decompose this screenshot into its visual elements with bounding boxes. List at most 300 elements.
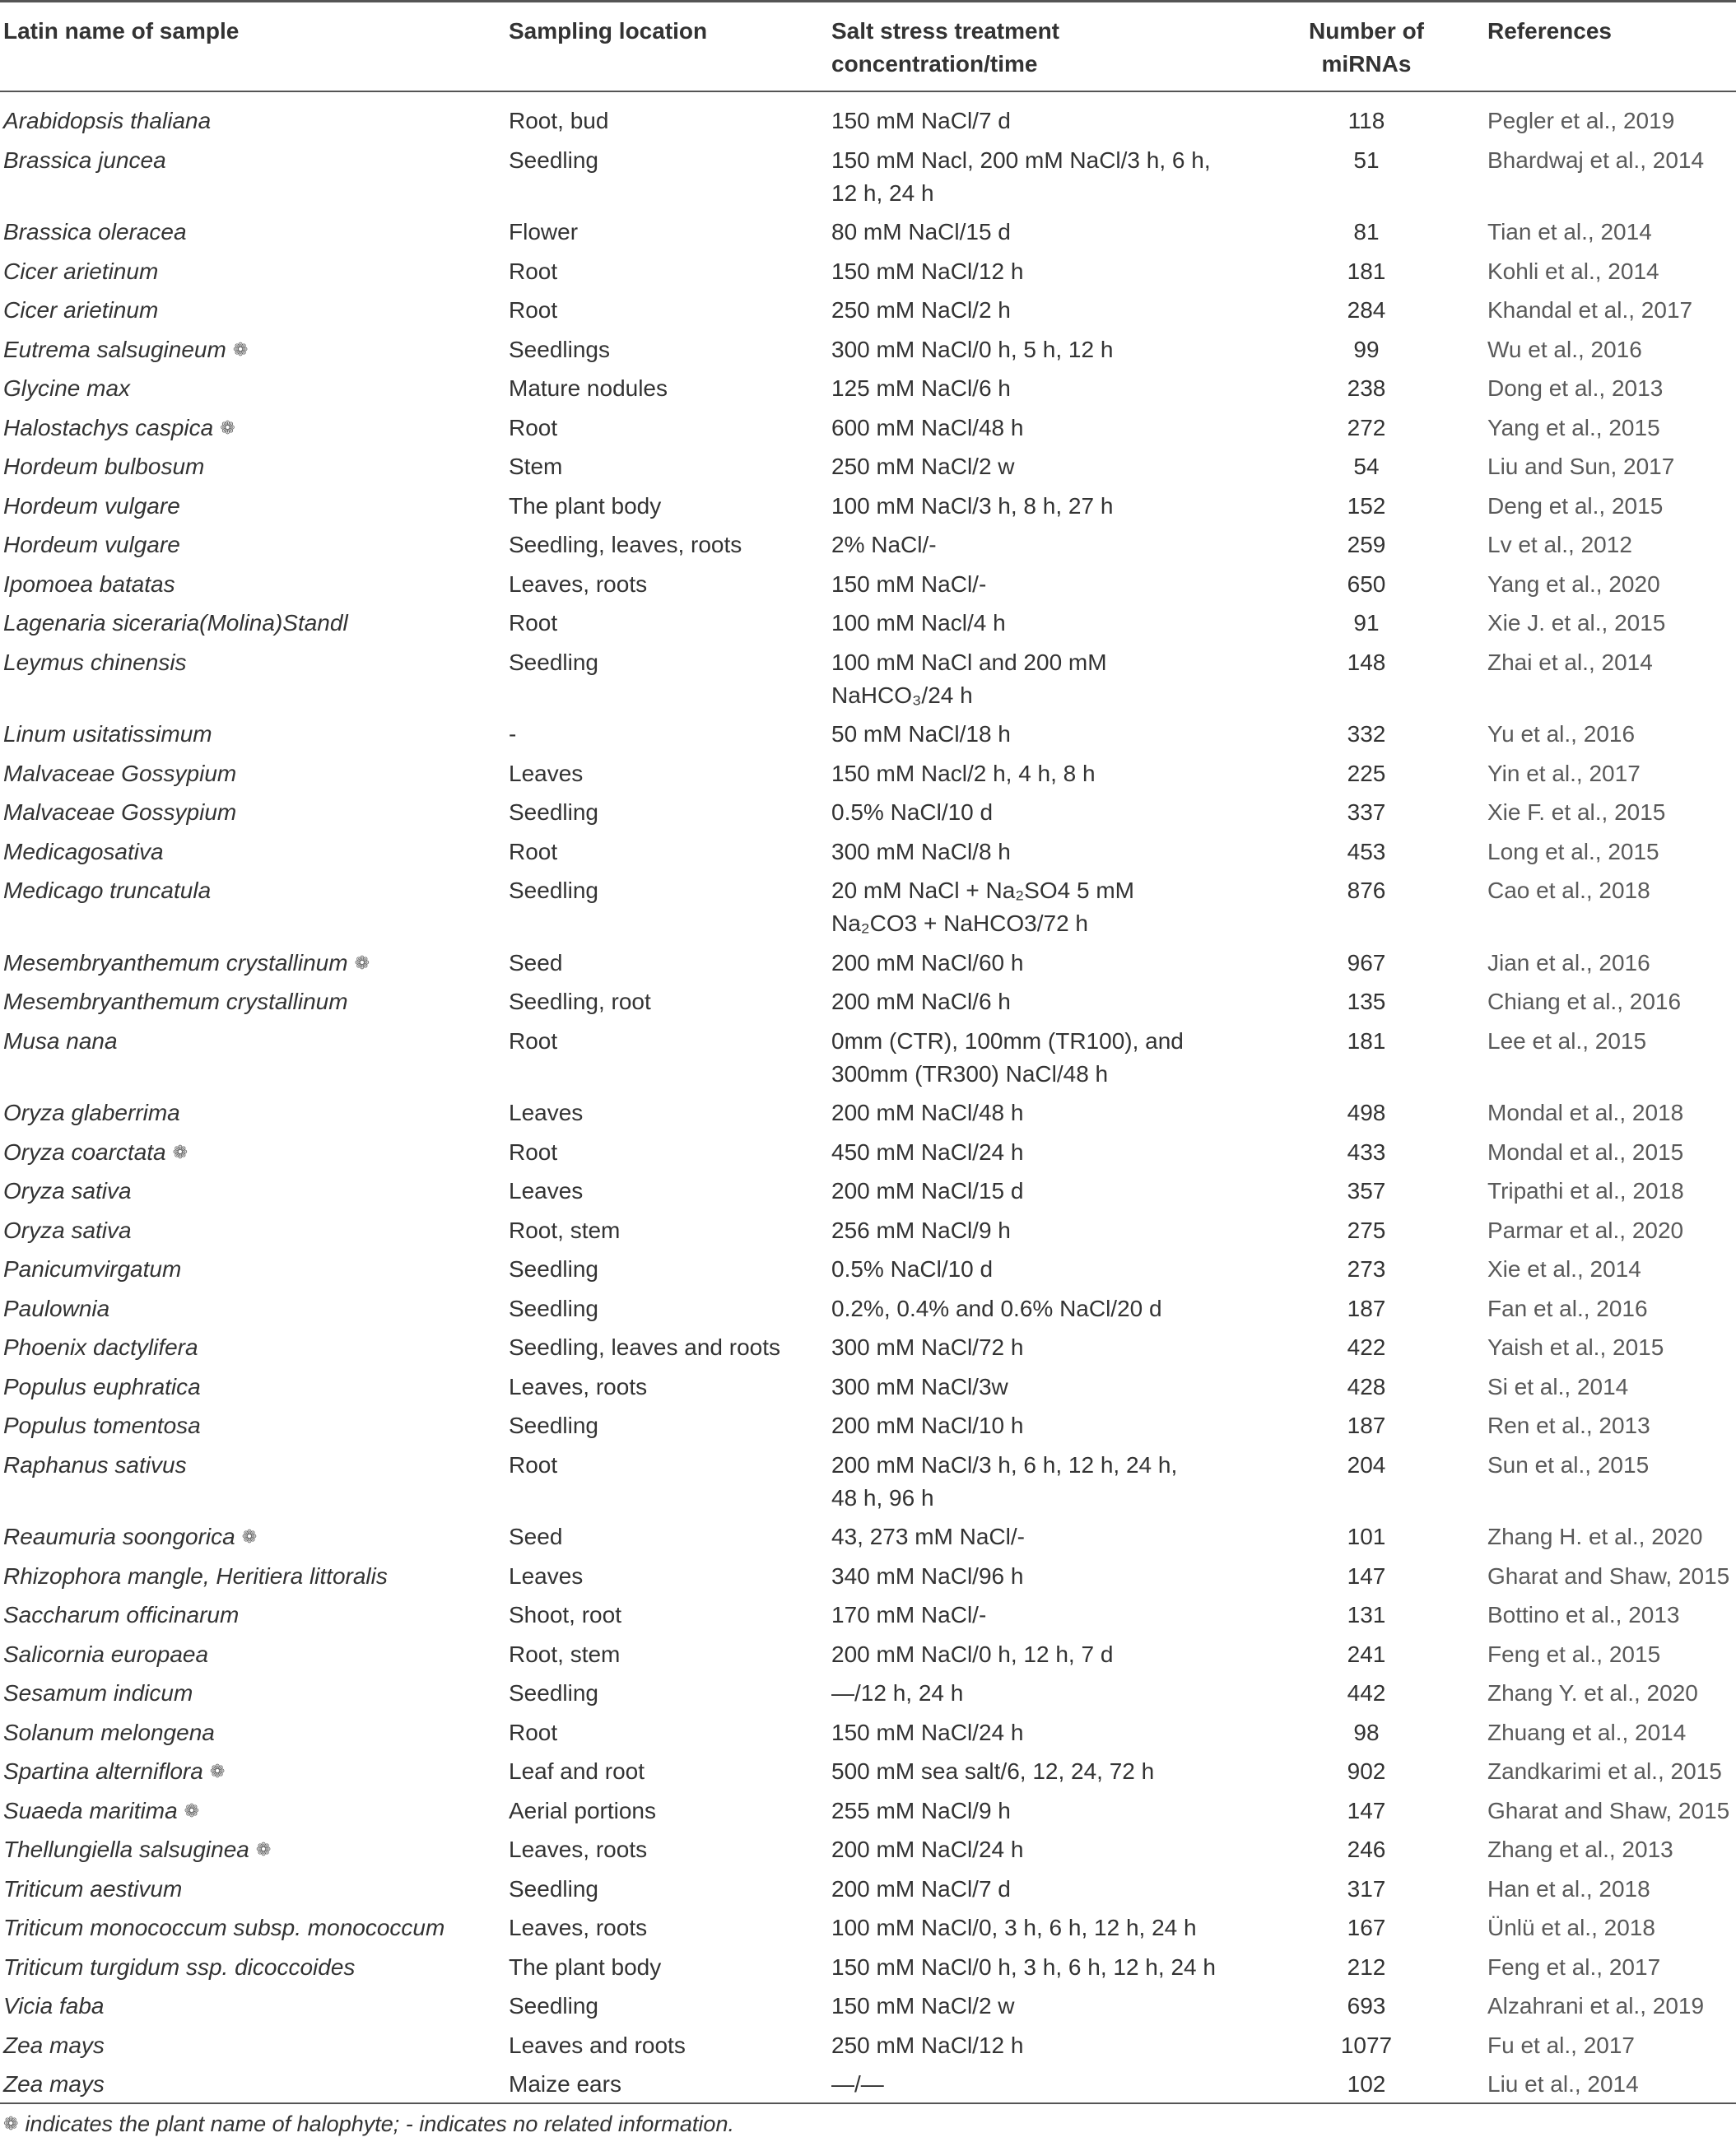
latin-name-text: Oryza coarctata: [3, 1139, 166, 1165]
latin-name-text: Medicagosativa: [3, 838, 164, 864]
cell-sampling-location: Root, stem: [509, 1217, 621, 1243]
cell-mirna-count: 442: [1347, 1680, 1386, 1706]
latin-name-text: Zea mays: [3, 2071, 105, 2097]
cell-reference: Tian et al., 2014: [1487, 219, 1652, 244]
latin-name-text: Halostachys caspica: [3, 414, 214, 440]
cell-reference: Lee et al., 2015: [1487, 1027, 1647, 1054]
cell-reference: Bottino et al., 2013: [1487, 1602, 1680, 1627]
table-row: [0, 1755, 1736, 1788]
cell-latin-name: [3, 1638, 208, 1671]
latin-name-text: Oryza sativa: [3, 1217, 132, 1243]
table-row: [0, 1873, 1736, 1906]
latin-name-text: Triticum turgidum ssp. dicoccoides: [3, 1953, 356, 1980]
table-row: [0, 2029, 1736, 2062]
table-row: [0, 1214, 1736, 1247]
halophyte-icon: ❁: [172, 1141, 188, 1162]
cell-treatment: 0.2%, 0.4% and 0.6% NaCl/20 d: [831, 1295, 1162, 1321]
cell-reference: Yang et al., 2015: [1487, 414, 1660, 440]
cell-sampling-location: Root: [509, 1719, 558, 1745]
cell-mirna-count: 272: [1347, 414, 1386, 440]
cell-sampling-location: Seedling: [509, 878, 598, 903]
cell-treatment: 200 mM NaCl/0 h, 12 h, 7 d: [831, 1641, 1114, 1667]
cell-mirna-count: 181: [1347, 1027, 1386, 1054]
cell-reference: Mondal et al., 2018: [1487, 1100, 1684, 1125]
cell-mirna-count: 99: [1353, 336, 1380, 362]
latin-name-text: Raphanus sativus: [3, 1451, 187, 1478]
cell-treatment: 200 mM NaCl/15 d: [831, 1178, 1024, 1204]
table-row: [0, 757, 1736, 790]
cell-treatment: 250 mM NaCl/2 h: [831, 297, 1011, 323]
cell-latin-name: [3, 1214, 132, 1247]
cell-sampling-location: Seedling: [509, 1413, 598, 1438]
cell-treatment: 300 mM NaCl/3w: [831, 1373, 1008, 1399]
latin-name-text: Thellungiella salsuginea: [3, 1837, 249, 1862]
cell-mirna-count: 147: [1347, 1562, 1386, 1589]
cell-latin-name: [3, 757, 236, 790]
cell-mirna-count: 98: [1353, 1719, 1380, 1745]
header-rule: [0, 91, 1736, 92]
latin-name-text: Oryza sativa: [3, 1178, 132, 1204]
table-row: [0, 1025, 1736, 1091]
cell-reference: Zhuang et al., 2014: [1487, 1719, 1687, 1745]
latin-name-text: Zea mays: [3, 2032, 105, 2058]
cell-treatment: 200 mM NaCl/48 h: [831, 1100, 1024, 1125]
cell-latin-name: [3, 1025, 118, 1058]
cell-mirna-count: 876: [1347, 878, 1386, 903]
cell-treatment: 200 mM NaCl/7 d: [831, 1875, 1011, 1902]
cell-sampling-location: Leaves, roots: [509, 1837, 648, 1862]
cell-treatment: 100 mM Nacl/4 h: [831, 610, 1006, 636]
latin-name-text: Eutrema salsugineum: [3, 336, 226, 362]
header-references: References: [1487, 18, 1612, 44]
cell-reference: Pegler et al., 2019: [1487, 108, 1675, 133]
cell-sampling-location: Seedling: [509, 1993, 598, 2019]
latin-name-text: Oryza glaberrima: [3, 1100, 180, 1125]
cell-treatment: 200 mM NaCl/10 h: [831, 1413, 1024, 1438]
cell-latin-name: [3, 2068, 105, 2101]
cell-treatment: 125 mM NaCl/6 h: [831, 375, 1011, 401]
cell-reference: Zandkarimi et al., 2015: [1487, 1758, 1722, 1784]
cell-latin-name: [3, 1873, 182, 1906]
cell-latin-name: [3, 607, 348, 640]
halophyte-icon: ❁: [241, 1526, 258, 1547]
cell-sampling-location: Leaves: [509, 1100, 584, 1125]
cell-sampling-location: Seedling, leaves, roots: [509, 532, 742, 557]
cell-reference: Si et al., 2014: [1487, 1373, 1629, 1399]
cell-treatment: 170 mM NaCl/-: [831, 1602, 987, 1627]
cell-mirna-count: 187: [1347, 1413, 1386, 1438]
cell-mirna-count: 118: [1347, 108, 1385, 133]
cell-reference: Xie et al., 2014: [1487, 1256, 1641, 1282]
table-row: [0, 529, 1736, 561]
cell-mirna-count: 433: [1347, 1139, 1386, 1165]
cell-latin-name: [3, 836, 164, 868]
table-row: [0, 450, 1736, 483]
cell-mirna-count: 51: [1353, 147, 1380, 173]
cell-sampling-location: Seedlings: [509, 336, 610, 362]
table-row: [0, 1175, 1736, 1208]
cell-treatment: 50 mM NaCl/18 h: [831, 721, 1011, 747]
cell-treatment: 340 mM NaCl/96 h: [831, 1562, 1024, 1589]
header-treatment: Salt stress treatment concentration/time: [831, 18, 1060, 77]
cell-mirna-count: 131: [1347, 1602, 1386, 1627]
cell-mirna-count: 181: [1347, 258, 1386, 284]
latin-name-text: Hordeum bulbosum: [3, 454, 205, 479]
cell-mirna-count: 91: [1353, 610, 1380, 636]
latin-name-text: Hordeum vulgare: [3, 532, 180, 557]
cell-sampling-location: Stem: [509, 454, 563, 479]
cell-reference: Gharat and Shaw, 2015: [1487, 1797, 1730, 1823]
table-row: [0, 947, 1736, 980]
cell-sampling-location: Leaves and roots: [509, 2032, 686, 2058]
table-row: [0, 1951, 1736, 1984]
cell-mirna-count: 422: [1347, 1334, 1386, 1360]
cell-mirna-count: 135: [1347, 989, 1386, 1014]
cell-treatment: —/—: [831, 2071, 884, 2097]
cell-latin-name: [3, 718, 212, 751]
cell-latin-name: [3, 1951, 355, 1984]
cell-latin-name: [3, 1371, 201, 1404]
table-row: [0, 646, 1736, 712]
cell-treatment: 255 mM NaCl/9 h: [831, 1797, 1011, 1823]
cell-reference: Ren et al., 2013: [1487, 1413, 1650, 1438]
cell-reference: Bhardwaj et al., 2014: [1487, 147, 1705, 173]
cell-latin-name: [3, 2029, 105, 2062]
cell-sampling-location: Seedling, root: [509, 989, 651, 1014]
cell-sampling-location: Root, stem: [509, 1641, 621, 1667]
cell-sampling-location: Root: [509, 1139, 558, 1165]
cell-sampling-location: Root: [509, 610, 558, 636]
table-row: [0, 216, 1736, 249]
cell-reference: Long et al., 2015: [1487, 838, 1659, 864]
table-row: [0, 1449, 1736, 1515]
cell-latin-name: [3, 144, 166, 177]
cell-latin-name: [3, 1449, 187, 1482]
cell-sampling-location: Seedling: [509, 649, 598, 675]
halophyte-icon: ❁: [3, 2113, 19, 2134]
latin-name-text: Solanum melongena: [3, 1719, 215, 1745]
table-row: [0, 1371, 1736, 1404]
table-row: [0, 1638, 1736, 1671]
cell-mirna-count: 204: [1347, 1451, 1386, 1478]
bottom-rule: [0, 2102, 1736, 2104]
cell-treatment: 300 mM NaCl/72 h: [831, 1334, 1024, 1360]
cell-reference: Deng et al., 2015: [1487, 492, 1664, 519]
cell-mirna-count: 332: [1347, 721, 1386, 747]
table-row: [0, 1409, 1736, 1442]
latin-name-text: Suaeda maritima: [3, 1797, 178, 1823]
cell-sampling-location: Seed: [509, 1524, 563, 1549]
latin-name-text: Brassica juncea: [3, 147, 166, 173]
cell-reference: Lv et al., 2012: [1487, 532, 1632, 557]
cell-reference: Mondal et al., 2015: [1487, 1139, 1684, 1165]
cell-treatment: 250 mM NaCl/2 w: [831, 454, 1015, 479]
cell-treatment: 450 mM NaCl/24 h: [831, 1139, 1024, 1165]
cell-mirna-count: 101: [1347, 1524, 1386, 1549]
cell-treatment: 256 mM NaCl/9 h: [831, 1217, 1011, 1243]
cell-sampling-location: Seed: [509, 949, 563, 976]
table-row: [0, 1520, 1736, 1553]
cell-reference: Yu et al., 2016: [1487, 721, 1636, 747]
cell-latin-name: [3, 1755, 225, 1788]
cell-latin-name: [3, 1912, 444, 1944]
cell-treatment: 150 mM NaCl/-: [831, 570, 987, 597]
halophyte-icon: ❁: [184, 1800, 200, 1821]
cell-reference: Zhang et al., 2013: [1487, 1837, 1673, 1862]
table-row: [0, 2068, 1736, 2101]
table-row: [0, 718, 1736, 751]
cell-sampling-location: Flower: [509, 219, 579, 244]
cell-treatment: 250 mM NaCl/12 h: [831, 2032, 1024, 2058]
table-row: [0, 255, 1736, 288]
cell-mirna-count: 238: [1347, 375, 1386, 401]
cell-latin-name: [3, 255, 158, 288]
cell-latin-name: [3, 1331, 198, 1364]
cell-latin-name: [3, 294, 158, 327]
cell-mirna-count: 453: [1347, 838, 1386, 864]
cell-sampling-location: Root: [509, 258, 558, 284]
cell-latin-name: [3, 529, 180, 561]
cell-reference: Zhang Y. et al., 2020: [1487, 1680, 1698, 1706]
latin-name-text: Phoenix dactylifera: [3, 1334, 198, 1360]
table-row: [0, 412, 1736, 445]
cell-latin-name: [3, 1990, 104, 2023]
cell-mirna-count: 1077: [1340, 2032, 1393, 2058]
cell-mirna-count: 241: [1347, 1641, 1386, 1667]
table-row: [0, 144, 1736, 210]
cell-treatment: 150 mM NaCl/24 h: [831, 1719, 1024, 1745]
table-header: [0, 15, 1736, 81]
halophyte-icon: ❁: [220, 417, 235, 438]
cell-treatment: 43, 273 mM NaCl/-: [831, 1524, 1025, 1549]
cell-reference: Gharat and Shaw, 2015: [1487, 1562, 1730, 1589]
cell-reference: Dong et al., 2013: [1487, 375, 1664, 401]
latin-name-text: Glycine max: [3, 375, 131, 401]
cell-latin-name: [3, 1136, 188, 1169]
cell-reference: Liu et al., 2014: [1487, 2071, 1639, 2097]
cell-sampling-location: Seedling: [509, 1680, 598, 1706]
cell-sampling-location: Mature nodules: [509, 375, 668, 401]
table-row: [0, 1716, 1736, 1749]
cell-treatment: 100 mM NaCl/3 h, 8 h, 27 h: [831, 492, 1114, 519]
cell-sampling-location: Seedling: [509, 1875, 598, 1902]
cell-sampling-location: Seedling: [509, 1295, 598, 1321]
cell-reference: Parmar et al., 2020: [1487, 1217, 1684, 1243]
cell-reference: Wu et al., 2016: [1487, 336, 1642, 362]
latin-name-text: Hordeum vulgare: [3, 492, 180, 519]
cell-mirna-count: 967: [1347, 949, 1386, 976]
cell-mirna-count: 284: [1347, 297, 1386, 323]
latin-name-text: Cicer arietinum: [3, 297, 159, 323]
cell-treatment: 150 mM NaCl/7 d: [831, 108, 1011, 133]
table-row: [0, 1136, 1736, 1169]
cell-mirna-count: 337: [1347, 799, 1386, 825]
cell-mirna-count: 498: [1347, 1100, 1386, 1125]
halophyte-icon: ❁: [354, 952, 370, 973]
cell-mirna-count: 902: [1347, 1758, 1386, 1784]
cell-latin-name: [3, 947, 370, 980]
cell-mirna-count: 693: [1347, 1993, 1386, 2019]
cell-reference: Ünlü et al., 2018: [1487, 1915, 1655, 1940]
cell-sampling-location: -: [509, 721, 517, 747]
cell-treatment: 150 mM Nacl/2 h, 4 h, 8 h: [831, 760, 1096, 786]
cell-latin-name: [3, 1175, 132, 1208]
cell-treatment: 80 mM NaCl/15 d: [831, 219, 1011, 244]
cell-latin-name: [3, 1677, 193, 1710]
halophyte-icon: ❁: [209, 1761, 226, 1781]
cell-mirna-count: 317: [1347, 1875, 1386, 1902]
cell-latin-name: [3, 1833, 271, 1866]
table-row: [0, 294, 1736, 327]
table-row: [0, 874, 1736, 940]
table-row: [0, 1560, 1736, 1593]
latin-name-text: Vicia faba: [3, 1993, 105, 2019]
cell-mirna-count: 212: [1347, 1953, 1386, 1980]
cell-sampling-location: Leaves: [509, 1562, 584, 1589]
cell-reference: Cao et al., 2018: [1487, 878, 1650, 903]
cell-latin-name: [3, 985, 348, 1018]
cell-reference: Chiang et al., 2016: [1487, 989, 1682, 1014]
table-row: [0, 105, 1736, 137]
table-row: [0, 1912, 1736, 1944]
latin-name-text: Cicer arietinum: [3, 258, 159, 284]
cell-mirna-count: 259: [1347, 532, 1386, 557]
cell-treatment: 150 mM NaCl/2 w: [831, 1993, 1015, 2019]
latin-name-text: Spartina alterniflora: [3, 1758, 203, 1784]
cell-sampling-location: Root: [509, 838, 558, 864]
latin-name-text: Sesamum indicum: [3, 1680, 193, 1706]
latin-name-text: Triticum aestivum: [3, 1875, 183, 1902]
latin-name-text: Linum usitatissimum: [3, 721, 212, 747]
table-row: [0, 1097, 1736, 1129]
cell-sampling-location: Leaves: [509, 760, 584, 786]
latin-name-text: Malvaceae Gossypium: [3, 760, 237, 786]
cell-reference: Yaish et al., 2015: [1487, 1334, 1664, 1360]
cell-mirna-count: 428: [1347, 1373, 1386, 1399]
cell-treatment: 150 mM NaCl/12 h: [831, 258, 1024, 284]
latin-name-text: Medicago truncatula: [3, 878, 212, 903]
cell-reference: Fu et al., 2017: [1487, 2032, 1636, 2058]
table-row: [0, 333, 1736, 366]
cell-mirna-count: 187: [1347, 1295, 1386, 1321]
cell-treatment: 300 mM NaCl/0 h, 5 h, 12 h: [831, 336, 1114, 362]
cell-sampling-location: Leaves, roots: [509, 1915, 648, 1940]
header-mirna-count: Number of miRNAs: [1309, 18, 1424, 77]
cell-mirna-count: 650: [1347, 570, 1386, 597]
cell-reference: Tripathi et al., 2018: [1487, 1178, 1684, 1204]
cell-mirna-count: 225: [1347, 760, 1386, 786]
cell-latin-name: [3, 646, 187, 679]
table-row: [0, 1795, 1736, 1828]
cell-latin-name: [3, 490, 180, 523]
cell-latin-name: [3, 1560, 388, 1593]
cell-sampling-location: Maize ears: [509, 2071, 621, 2097]
latin-name-text: Panicumvirgatum: [3, 1256, 182, 1282]
cell-latin-name: [3, 333, 248, 366]
cell-reference: Feng et al., 2015: [1487, 1641, 1661, 1667]
cell-sampling-location: Seedling: [509, 799, 598, 825]
cell-mirna-count: 102: [1347, 2071, 1386, 2097]
cell-sampling-location: The plant body: [509, 1953, 662, 1980]
cell-sampling-location: Shoot, root: [509, 1602, 621, 1627]
latin-name-text: Paulownia: [3, 1295, 110, 1321]
top-rule: [0, 0, 1736, 2]
latin-name-text: Reaumuria soongorica: [3, 1524, 235, 1549]
cell-reference: Jian et al., 2016: [1487, 949, 1650, 976]
cell-treatment: 20 mM NaCl + Na₂SO4 5 mM Na₂CO3 + NaHCO3/72 h: [831, 878, 1134, 936]
table-row: [0, 372, 1736, 405]
header-latin-name: Latin name of sample: [3, 18, 240, 44]
cell-reference: Zhang H. et al., 2020: [1487, 1524, 1703, 1549]
cell-latin-name: [3, 372, 130, 405]
table-row: [0, 607, 1736, 640]
cell-reference: Xie J. et al., 2015: [1487, 610, 1666, 636]
cell-latin-name: [3, 1292, 109, 1325]
cell-sampling-location: The plant body: [509, 492, 662, 519]
cell-mirna-count: 357: [1347, 1178, 1386, 1204]
cell-reference: Sun et al., 2015: [1487, 1451, 1650, 1478]
cell-sampling-location: Leaves, roots: [509, 570, 648, 597]
latin-name-text: Saccharum officinarum: [3, 1602, 240, 1627]
table-row: [0, 836, 1736, 868]
cell-reference: Alzahrani et al., 2019: [1487, 1993, 1705, 2019]
cell-reference: Kohli et al., 2014: [1487, 258, 1659, 284]
cell-mirna-count: 148: [1347, 649, 1386, 675]
table-row: [0, 1331, 1736, 1364]
cell-reference: Yang et al., 2020: [1487, 570, 1660, 597]
latin-name-text: Malvaceae Gossypium: [3, 799, 237, 825]
latin-name-text: Mesembryanthemum crystallinum: [3, 949, 348, 976]
cell-sampling-location: Aerial portions: [509, 1797, 656, 1823]
latin-name-text: Brassica oleracea: [3, 219, 187, 244]
cell-mirna-count: 275: [1347, 1217, 1386, 1243]
cell-latin-name: [3, 1097, 180, 1129]
latin-name-text: Populus euphratica: [3, 1373, 201, 1399]
latin-name-text: Mesembryanthemum crystallinum: [3, 989, 348, 1014]
cell-sampling-location: Root: [509, 297, 558, 323]
cell-mirna-count: 273: [1347, 1256, 1386, 1282]
cell-sampling-location: Root: [509, 1451, 558, 1478]
cell-treatment: —/12 h, 24 h: [831, 1680, 964, 1706]
cell-sampling-location: Seedling: [509, 1256, 598, 1282]
halophyte-icon: ❁: [232, 338, 249, 360]
cell-treatment: 300 mM NaCl/8 h: [831, 838, 1011, 864]
cell-latin-name: [3, 1716, 215, 1749]
cell-reference: Liu and Sun, 2017: [1487, 454, 1675, 479]
cell-latin-name: [3, 412, 235, 445]
table-row: [0, 796, 1736, 829]
latin-name-text: Salicornia europaea: [3, 1641, 209, 1667]
cell-latin-name: [3, 105, 211, 137]
cell-reference: Fan et al., 2016: [1487, 1295, 1648, 1321]
cell-mirna-count: 152: [1347, 492, 1386, 519]
cell-sampling-location: Root: [509, 1027, 558, 1054]
cell-sampling-location: Seedling, leaves and roots: [509, 1334, 780, 1360]
cell-reference: Zhai et al., 2014: [1487, 649, 1653, 675]
table-row: [0, 1677, 1736, 1710]
cell-treatment: 100 mM NaCl and 200 mM NaHCO₃/24 h: [831, 649, 1107, 708]
cell-reference: Yin et al., 2017: [1487, 760, 1641, 786]
cell-latin-name: [3, 1795, 199, 1828]
cell-treatment: 0.5% NaCl/10 d: [831, 1256, 994, 1282]
table-row: [0, 568, 1736, 601]
latin-name-text: Triticum monococcum subsp. monococcum: [3, 1915, 445, 1940]
table-row: [0, 1253, 1736, 1286]
cell-reference: Khandal et al., 2017: [1487, 297, 1693, 323]
cell-mirna-count: 246: [1347, 1837, 1386, 1862]
cell-reference: Xie F. et al., 2015: [1487, 799, 1666, 825]
latin-name-text: Lagenaria siceraria(Molina)Standl: [3, 610, 348, 636]
